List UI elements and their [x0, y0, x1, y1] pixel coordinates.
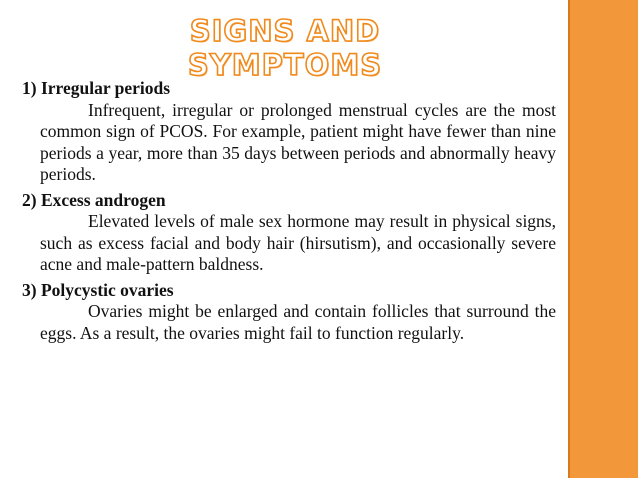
section-text: Ovaries might be enlarged and contain follicles that surround the eggs. As a result, the ovaries might fail to function regularly. — [40, 301, 556, 343]
section-irregular-periods — [22, 78, 556, 186]
section-heading: 2) Excess androgen — [22, 189, 166, 210]
section-excess-androgen — [22, 190, 556, 276]
section-heading: 1) Irregular periods — [22, 78, 171, 98]
section-polycystic-ovaries — [22, 280, 556, 345]
section-text: Elevated levels of male sex hormone may result in physical signs, such as excess facial and body hair (hirsutism), and occasionally severe acne and male-pattern baldness. — [40, 211, 556, 274]
slide-title: SIGNS AND SYMPTOMS — [187, 14, 383, 82]
slide-content — [22, 78, 556, 348]
section-text: Infrequent, irregular or prolonged menstrual cycles are the most common sign of PCOS. For example, patient might have fewer than nine periods a year, more than 35 days between periods and abnormally heavy periods. — [40, 99, 556, 184]
section-heading: 3) Polycystic ovaries — [22, 279, 174, 300]
sidebar-accent-bar — [568, 0, 638, 478]
